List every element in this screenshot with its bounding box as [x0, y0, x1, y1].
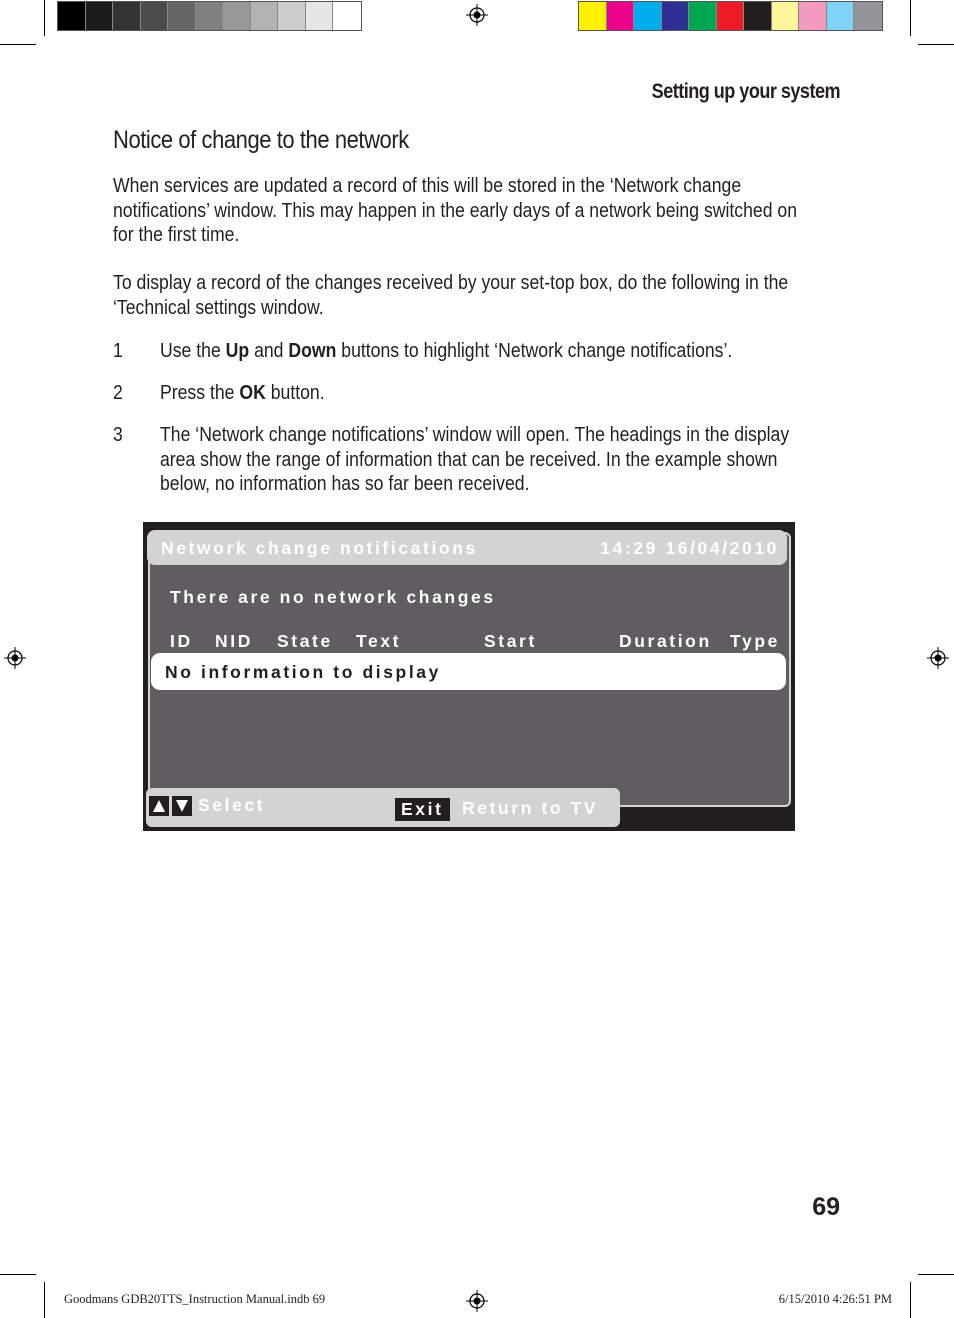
exit-key[interactable]: Exit: [395, 798, 450, 821]
crop-mark: [910, 0, 911, 36]
column-type: Type: [730, 631, 780, 651]
color-swatch: [278, 2, 306, 30]
screen-datetime: 14:29 16/04/2010: [600, 538, 779, 558]
color-swatch: [168, 2, 196, 30]
tv-screen: [143, 522, 795, 831]
color-swatch: [306, 2, 334, 30]
color-swatch: [854, 2, 882, 30]
column-text: Text: [356, 631, 402, 651]
instructions-paragraph: To display a record of the changes received by your set-top box, do the following in the ‘Technical settings window.: [113, 271, 789, 319]
registration-mark-icon: [466, 4, 488, 26]
color-swatch: [772, 2, 800, 30]
column-start: Start: [484, 631, 537, 651]
column-id: ID: [170, 631, 193, 651]
registration-mark-icon: [466, 1290, 488, 1312]
exit-label: Return to TV: [462, 798, 599, 818]
color-swatch: [58, 2, 86, 30]
section-header: Setting up your system: [651, 80, 840, 103]
intro-paragraph: When services are updated a record of this will be stored in the ‘Network change notifications’ window. This may happen in the early days of a network being switched on for the first time.: [113, 174, 798, 246]
step-number: 1: [113, 339, 123, 362]
color-swatch: [196, 2, 224, 30]
color-swatch: [86, 2, 114, 30]
registration-mark-icon: [4, 647, 26, 669]
highlighted-row[interactable]: [151, 653, 786, 690]
color-swatch: [689, 2, 717, 30]
slug-timestamp: 6/15/2010 4:26:51 PM: [778, 1292, 892, 1306]
crop-mark: [910, 1282, 911, 1318]
grayscale-color-bar: [57, 1, 362, 31]
color-swatch: [607, 2, 635, 30]
color-swatch: [827, 2, 855, 30]
crop-mark: [0, 44, 36, 45]
color-swatch: [579, 2, 607, 30]
empty-row-text: No information to display: [165, 662, 441, 682]
crop-mark: [918, 44, 954, 45]
color-swatch: [223, 2, 251, 30]
process-color-bar: [578, 1, 883, 31]
down-arrow-icon: [172, 796, 192, 816]
column-nid: NID: [215, 631, 253, 651]
color-swatch: [113, 2, 141, 30]
screen-footer: [146, 788, 620, 827]
select-label: Select: [198, 795, 266, 815]
step-text: The ‘Network change notifications’ window will open. The headings in the display area show the range of information that can be received. In the example shown below, no information has so far been received.: [160, 423, 790, 495]
status-message: There are no network changes: [170, 587, 496, 607]
page-number: 69: [812, 1193, 840, 1221]
color-swatch: [662, 2, 690, 30]
crop-mark: [918, 1274, 954, 1275]
step-text: Press the OK button.: [160, 381, 325, 404]
screen-title: Network change notifications: [161, 538, 478, 558]
up-arrow-icon: [149, 796, 169, 816]
step-number: 2: [113, 381, 123, 404]
step-number: 3: [113, 423, 123, 446]
slug-filename: Goodmans GDB20TTS_Instruction Manual.indb 69: [64, 1292, 326, 1306]
column-duration: Duration: [619, 631, 712, 651]
page-heading: Notice of change to the network: [113, 126, 409, 154]
color-swatch: [333, 2, 361, 30]
color-swatch: [744, 2, 772, 30]
crop-mark: [0, 1274, 36, 1275]
column-state: State: [277, 631, 333, 651]
crop-mark: [44, 0, 45, 36]
color-swatch: [141, 2, 169, 30]
crop-mark: [44, 1282, 45, 1318]
color-swatch: [634, 2, 662, 30]
down-button-ref: Down: [288, 339, 337, 362]
color-swatch: [799, 2, 827, 30]
ok-button-ref: OK: [239, 381, 266, 404]
color-swatch: [251, 2, 279, 30]
registration-mark-icon: [927, 647, 949, 669]
up-button-ref: Up: [225, 339, 250, 362]
screen-title-bar: [147, 530, 787, 565]
color-swatch: [717, 2, 745, 30]
step-text: Use the Up and Down buttons to highlight ‘Network change notifications’.: [160, 339, 733, 362]
